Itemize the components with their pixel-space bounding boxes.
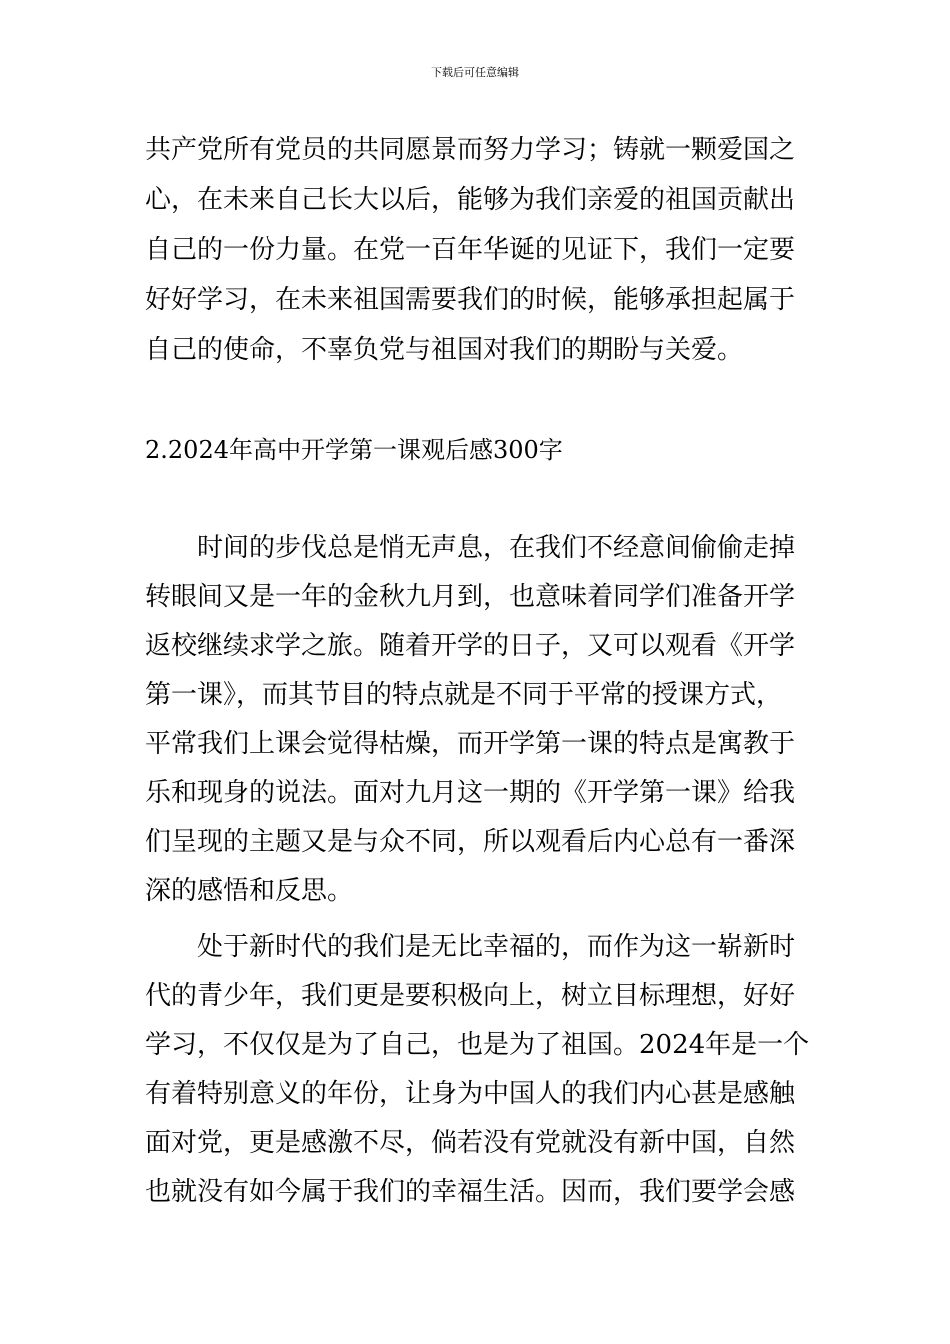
paragraph-line: 时间的步伐总是悄无声息，在我们不经意间偷偷走掉 <box>197 533 796 563</box>
paragraph-line: 代的青少年，我们更是要积极向上，树立目标理想，好好 <box>145 981 796 1011</box>
paragraph-line: 心，在未来自己长大以后，能够为我们亲爱的祖国贡献出 <box>145 185 796 215</box>
paragraph-line: 也就没有如今属于我们的幸福生活。因而，我们要学会感 <box>145 1177 796 1207</box>
paragraph-line: 平常我们上课会觉得枯燥，而开学第一课的特点是寓教于 <box>145 729 796 759</box>
paragraph-line: 共产党所有党员的共同愿景而努力学习；铸就一颗爱国之 <box>145 135 796 165</box>
paragraph-line: 有着特别意义的年份，让身为中国人的我们内心甚是感触 <box>145 1079 796 1109</box>
paragraph-line: 处于新时代的我们是无比幸福的，而作为这一崭新时 <box>197 932 796 962</box>
paragraph-line: 学习，不仅仅是为了自己，也是为了祖国。2024年是一个 <box>145 1030 810 1060</box>
paragraph-line: 转眼间又是一年的金秋九月到，也意味着同学们准备开学 <box>145 582 796 612</box>
paragraph-line: 好好学习，在未来祖国需要我们的时候，能够承担起属于 <box>145 285 796 315</box>
paragraph-line: 自己的使命，不辜负党与祖国对我们的期盼与关爱。 <box>145 335 744 365</box>
section-heading: 2.2024年高中开学第一课观后感300字 <box>145 436 563 464</box>
paragraph-line: 第一课》，而其节目的特点就是不同于平常的授课方式， <box>145 680 783 710</box>
paragraph-line: 们呈现的主题又是与众不同，所以观看后内心总有一番深 <box>145 827 796 857</box>
paragraph-line: 面对党，更是感激不尽，倘若没有党就没有新中国，自然 <box>145 1128 796 1158</box>
paragraph-line: 返校继续求学之旅。随着开学的日子，又可以观看《开学 <box>145 631 796 661</box>
paragraph-line: 自己的一份力量。在党一百年华诞的见证下，我们一定要 <box>145 235 796 265</box>
page-header-note: 下载后可任意编辑 <box>431 66 519 79</box>
paragraph-line: 乐和现身的说法。面对九月这一期的《开学第一课》给我 <box>145 778 796 808</box>
paragraph-line: 深的感悟和反思。 <box>145 876 354 906</box>
